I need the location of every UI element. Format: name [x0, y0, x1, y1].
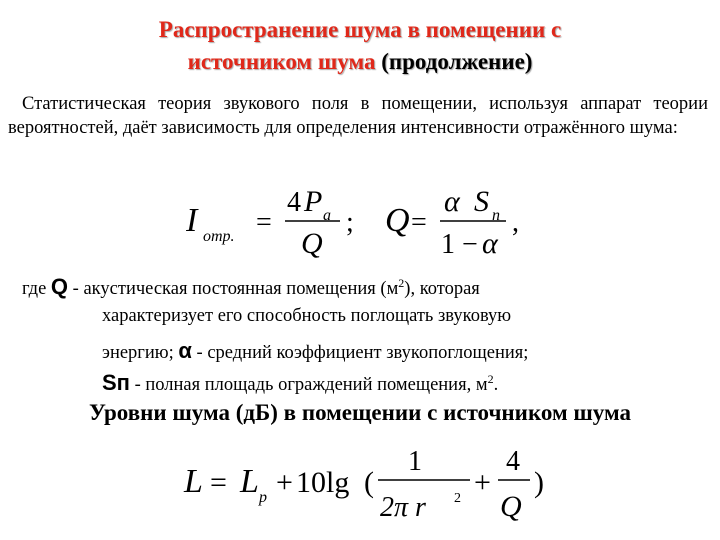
legend-Q-symbol: Q — [50, 274, 69, 299]
legend-Q-sup: 2 — [398, 275, 405, 290]
legend-S-end: . — [493, 375, 499, 395]
intro-paragraph: Статистическая теория звукового поля в помещении, используя аппарат теории вероятностей, даёт зависимость для определения интенсивности отражённого шума: — [8, 94, 708, 138]
f1-S-subscript: п — [492, 207, 500, 224]
f2-ten-lg: 10lg — [296, 466, 350, 499]
f2-Lp-subscript: p — [259, 489, 267, 506]
f2-den-Q: Q — [500, 490, 522, 523]
legend-line-2: характеризует его способность поглощать звуковую — [102, 306, 512, 326]
legend-Q-desc: - акустическая постоянная помещения (м — [72, 279, 399, 299]
title-continuation: (продолжение) — [381, 49, 533, 74]
legend-Q-desc-end: ), которая — [404, 279, 480, 299]
f2-plus: + — [276, 466, 293, 499]
f1-S: S — [474, 185, 489, 218]
legend-alpha-desc: - средний коэффициент звукопоглощения; — [196, 343, 529, 363]
f1-semicolon: ; — [346, 207, 354, 238]
legend-where: где — [22, 279, 47, 299]
f2-num-4: 4 — [506, 446, 520, 477]
f1-Q: Q — [385, 202, 410, 239]
title-line-1: Распространение шума в помещении с — [158, 17, 562, 42]
title-red-part: источником шума — [187, 49, 376, 74]
f2-L: L — [184, 463, 203, 500]
f1-equals: = — [256, 207, 272, 238]
f2-den-1: 2π r — [380, 492, 426, 523]
f1-alpha: α — [444, 185, 460, 218]
legend-line-3 — [102, 338, 528, 364]
f2-den-1-sup: 2 — [454, 491, 461, 506]
formula-noise-level — [178, 436, 550, 536]
legend-S-sup: 2 — [487, 371, 494, 386]
f1-I: I — [186, 202, 198, 239]
f2-plus-2: + — [474, 466, 491, 499]
f2-Lp: L — [240, 463, 259, 500]
slide-title — [0, 14, 720, 78]
f1-num-P: P — [304, 185, 323, 218]
f1-equals-2: = — [411, 207, 427, 238]
f1-den-Q: Q — [301, 227, 323, 260]
legend-line-4 — [102, 370, 498, 396]
title-line-2 — [0, 46, 720, 78]
f1-comma: , — [512, 207, 519, 238]
legend-S-desc: - полная площадь ограждений помещения, м — [134, 375, 488, 395]
formula-reflected-intensity — [186, 181, 566, 263]
f2-num-1: 1 — [408, 446, 422, 477]
f1-num-P-subscript: а — [323, 207, 331, 224]
legend-alpha-symbol: α — [178, 338, 192, 363]
f1-I-subscript: отр. — [203, 228, 235, 245]
f1-den-alpha: α — [482, 227, 498, 260]
f2-rparen: ) — [534, 466, 544, 499]
f2-lparen: ( — [364, 466, 374, 499]
f2-equals: = — [210, 466, 227, 499]
legend-S-symbol: Sп — [102, 370, 130, 395]
legend-line-1 — [22, 274, 480, 300]
legend-energy: энергию; — [102, 343, 174, 363]
section-heading-noise-levels: Уровни шума (дБ) в помещении с источником шума — [88, 400, 631, 425]
f1-one-minus: 1 − — [441, 229, 478, 260]
f1-num-4: 4 — [287, 187, 301, 218]
